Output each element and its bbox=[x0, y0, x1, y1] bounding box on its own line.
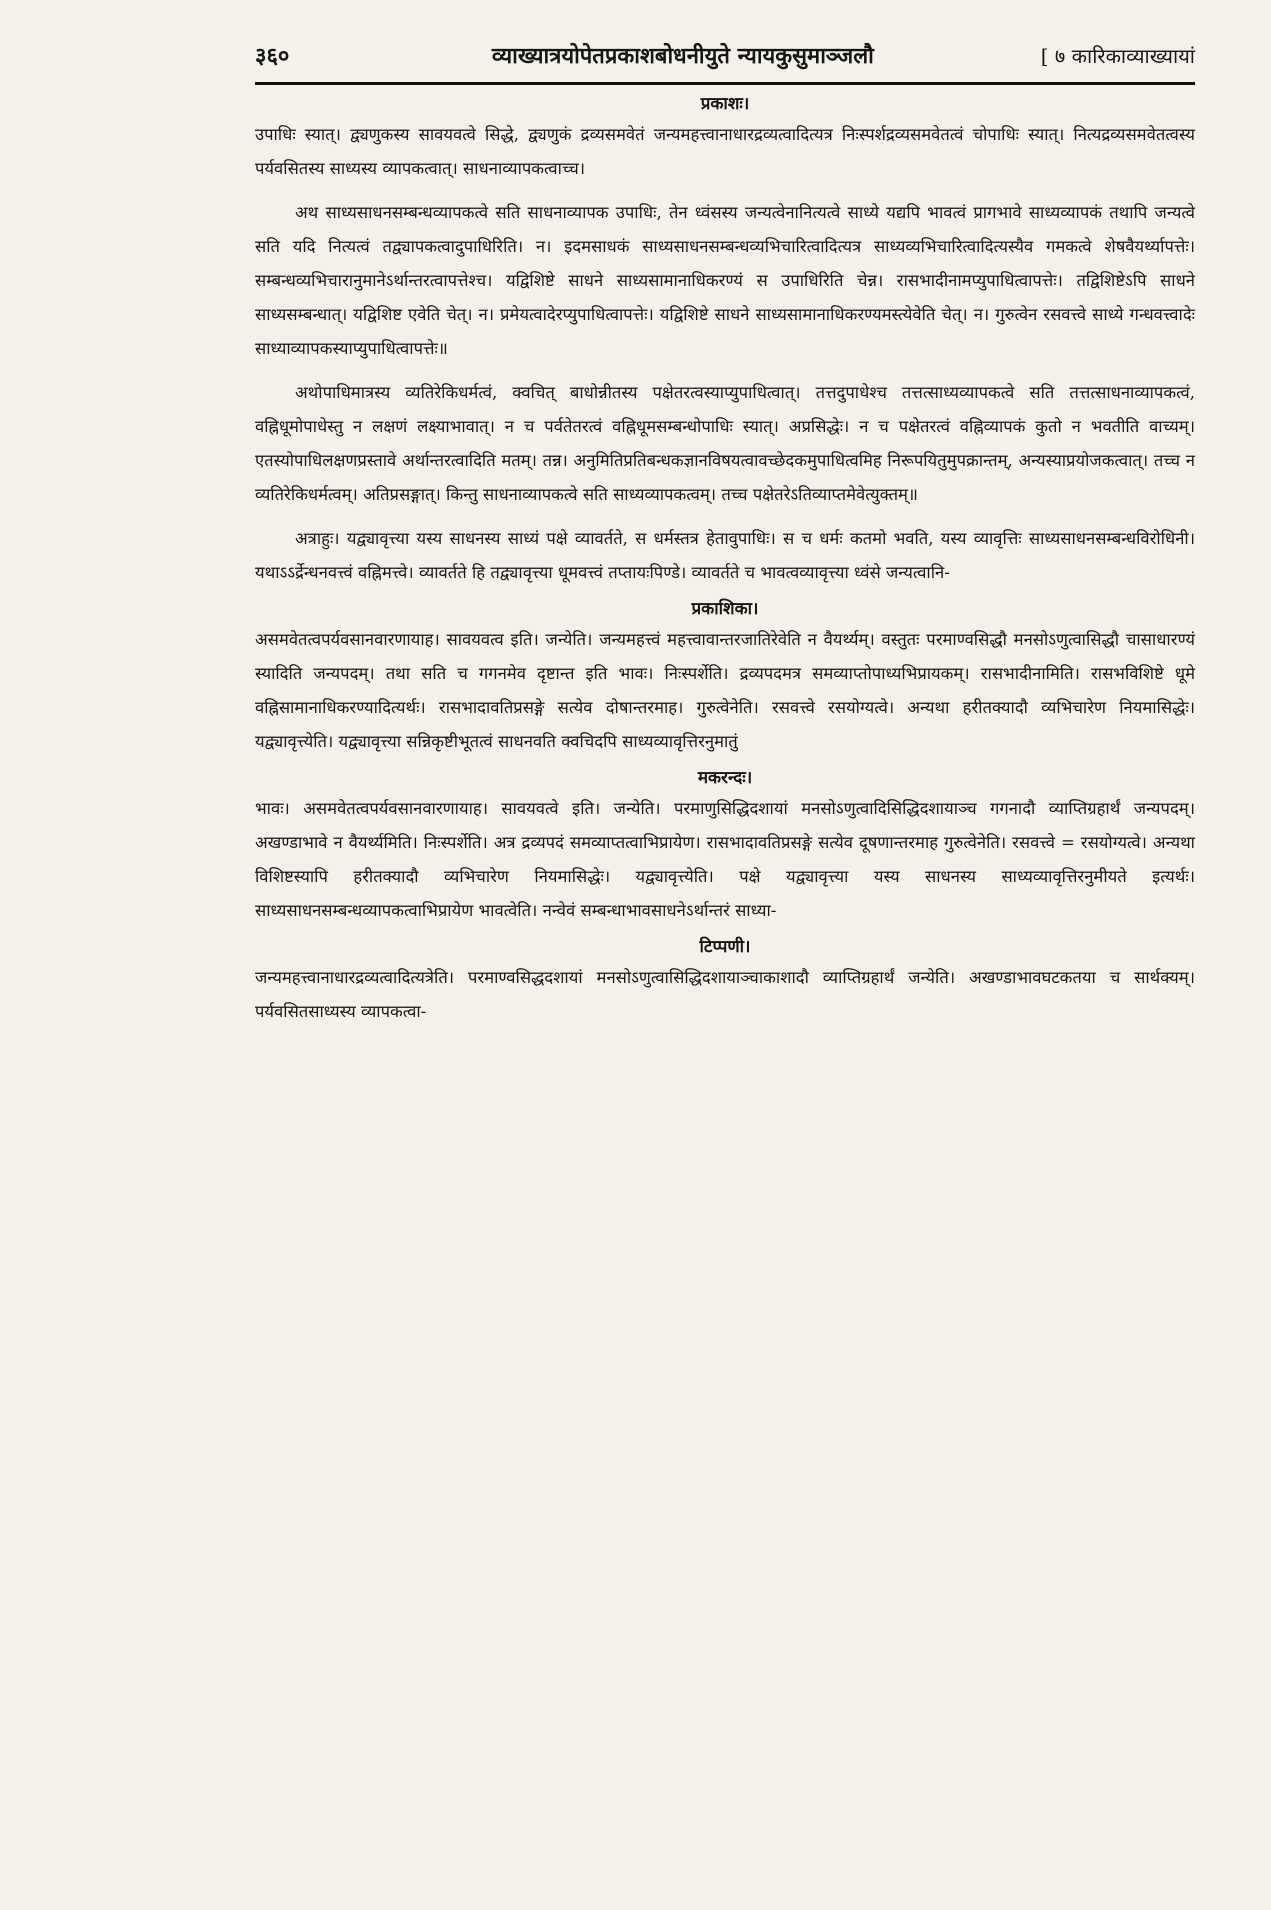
paragraph: असमवेतत्वपर्यवसानवारणायाह। सावयवत्व इति। जन्येति। जन्यमहत्त्वं महत्त्वावान्तरजातिरेवेति न वैयर्थ्यम्। वस्तुतः परमाण्वसिद्धौ मनसोऽणुत्वासिद्धौ चासाधारण्यं स्यादिति जन्यपदम्। तथा सति च गगनमेव दृष्टान्त इति भावः। निःस्पर्शेति। द्रव्यपदमत्र समव्याप्तोपाध्यभिप्रायकम्। रासभादीनामिति। रासभविशिष्टे धूमे वह्निसामानाधिकरण्यादित्यर्थः। रासभादावतिप्रसङ्गे सत्येव दोषान्तरमाह। गुरुत्वेनेति। रसवत्त्वे रसयोग्यत्वे। अन्यथा हरीतक्यादौ व्यभिचारेण नियमासिद्धेः। यद्व्यावृत्त्येति। यद्व्यावृत्त्या सन्निकृष्टीभूतत्वं साधनवति क्वचिदपि साध्यव्यावृत्तिरनुमातुं bbox=[255, 630, 1195, 751]
page-header bbox=[255, 40, 1195, 78]
page-number: ३६० bbox=[255, 43, 290, 69]
block-heading: प्रकाशः। bbox=[700, 94, 750, 114]
makaranda-block bbox=[255, 765, 1195, 928]
section-label: [ ७ कारिकाव्याख्यायां bbox=[1040, 44, 1195, 68]
running-title: व्याख्यात्रयोपेतप्रकाशबोधनीयुते न्यायकुसुमाञ्जलौ bbox=[491, 43, 874, 69]
paragraph: अथोपाधिमात्रस्य व्यतिरेकिधर्मत्वं, क्वचित् बाधोन्नीतस्य पक्षेतरत्वस्याप्युपाधित्वात्। तत्तदुपाधेश्च तत्तत्साध्यव्यापकत्वे सति तत्तत्साधनाव्यापकत्वं, वह्निधूमोपाधेस्तु न लक्षणं लक्ष्याभावात्। न च पर्वतेतरत्वं वह्निधूमसम्बन्धोपाधिः स्यात्। अप्रसिद्धेः। न च पक्षेतरत्वं वह्निव्यापकं कुतो न भवतीति वाच्यम्। एतस्योपाधिलक्षणप्रस्तावे अर्थान्तरत्वादिति मतम्। तन्न। अनुमितिप्रतिबन्धकज्ञानविषयत्वावच्छेदकमुपाधित्वमिह निरूपयितुमुपक्रान्तम्, अन्यस्याप्रयोजकत्वात्। तच्च न व्यतिरेकिधर्मत्वम्। अतिप्रसङ्गात्। किन्तु साधनाव्यापकत्वे सति साध्यव्यापकत्वम्। तच्च पक्षेतरेऽतिव्याप्तमेवेत्युक्तम्॥ bbox=[255, 383, 1195, 504]
header-rule bbox=[255, 82, 1195, 85]
block-heading: टिप्पणी। bbox=[699, 937, 751, 957]
prakasha-block bbox=[255, 91, 1195, 590]
paragraph: अथ साध्यसाधनसम्बन्धव्यापकत्वे सति साधनाव्यापक उपाधिः, तेन ध्वंसस्य जन्यत्वेनानित्यत्वे साध्ये यद्यपि भावत्वं प्रागभावे साध्यव्यापकं तथापि जन्यत्वे सति यदि नित्यत्वं तद्व्यापकत्वादुपाधिरिति। न। इदमसाधकं साध्यसाधनसम्बन्धव्यभिचारित्वादित्यत्र साध्यव्यभिचारित्वादित्यस्यैव गमकत्वे शेषवैयर्थ्यापत्तेः। सम्बन्धव्यभिचारानुमानेऽर्थान्तरत्वापत्तेश्च। यद्विशिष्टे साधने साध्यसामानाधिकरण्यं स उपाधिरिति चेन्न। रासभादीनामप्युपाधित्वापत्तेः। तद्विशिष्टेऽपि साधने साध्यसम्बन्धात्। यद्विशिष्ट एवेति चेत्। न। प्रमेयत्वादेरप्युपाधित्वापत्तेः। यद्विशिष्टे साधने साध्यसामानाधिकरण्यमस्त्येवेति चेत्। न। गुरुत्वेन रसवत्त्वे साध्ये गन्धवत्त्वादेः साध्याव्यापकस्याप्युपाधित्वापत्तेः॥ bbox=[255, 203, 1195, 358]
block-heading: मकरन्दः। bbox=[697, 768, 753, 788]
paragraph: भावः। असमवेतत्वपर्यवसानवारणायाह। सावयवत्वे इति। जन्येति। परमाणुसिद्धिदशायां मनसोऽणुत्वादिसिद्धिदशायाञ्च गगनादौ व्याप्तिग्रहार्थं जन्यपदम्। अखण्डाभावे न वैयर्थ्यमिति। निःस्पर्शेति। अत्र द्रव्यपदं समव्याप्तत्वाभिप्रायेण। रासभादावतिप्रसङ्गे सत्येव दूषणान्तरमाह गुरुत्वेनेति। रसवत्त्वे = रसयोग्यत्वे। अन्यथा विशिष्टस्यापि हरीतक्यादौ व्यभिचारेण नियमासिद्धेः। यद्व्यावृत्त्येति। पक्षे यद्व्यावृत्त्या यस्य साधनस्य साध्यव्यावृत्तिरनुमीयते इत्यर्थः। साध्यसाधनसम्बन्धव्यापकत्वाभिप्रायेण भावत्वेति। नन्वेवं सम्बन्धाभावसाधनेऽर्थान्तरं साध्या- bbox=[255, 799, 1195, 920]
book-page bbox=[255, 40, 1195, 1029]
paragraph: अत्राहुः। यद्व्यावृत्त्या यस्य साधनस्य साध्यं पक्षे व्यावर्तते, स धर्मस्तत्र हेतावुपाधिः। स च धर्मः कतमो भवति, यस्य व्यावृत्तिः साध्यसाधनसम्बन्धविरोधिनी। यथाऽऽर्द्रेन्धनवत्त्वं वह्निमत्त्वे। व्यावर्तते हि तद्व्यावृत्त्या धूमवत्त्वं तप्तायःपिण्डे। व्यावर्तते च भावत्वव्यावृत्त्या ध्वंसे जन्यत्वानि- bbox=[255, 529, 1195, 582]
paragraph: जन्यमहत्त्वानाधारद्रव्यत्वादित्यत्रेति। परमाण्वसिद्धदशायां मनसोऽणुत्वासिद्धिदशायाञ्चाकाशादौ व्याप्तिग्रहार्थं जन्येति। अखण्डाभावघटकतया च सार्थक्यम्। पर्यवसितसाध्यस्य व्यापकत्वा- bbox=[255, 968, 1195, 1021]
block-heading: प्रकाशिका। bbox=[691, 599, 759, 619]
tippani-block bbox=[255, 934, 1195, 1029]
prakashika-block bbox=[255, 596, 1195, 759]
paragraph: उपाधिः स्यात्। द्व्यणुकस्य सावयवत्वे सिद्धे, द्व्यणुकं द्रव्यसमवेतं जन्यमहत्त्वानाधारद्रव्यत्वादित्यत्र निःस्पर्शद्रव्यसमवेतत्वं चोपाधिः स्यात्। नित्यद्रव्यसमवेतत्वस्य पर्यवसितस्य साध्यस्य व्यापकत्वात्। साधनाव्यापकत्वाच्च। bbox=[255, 125, 1195, 178]
